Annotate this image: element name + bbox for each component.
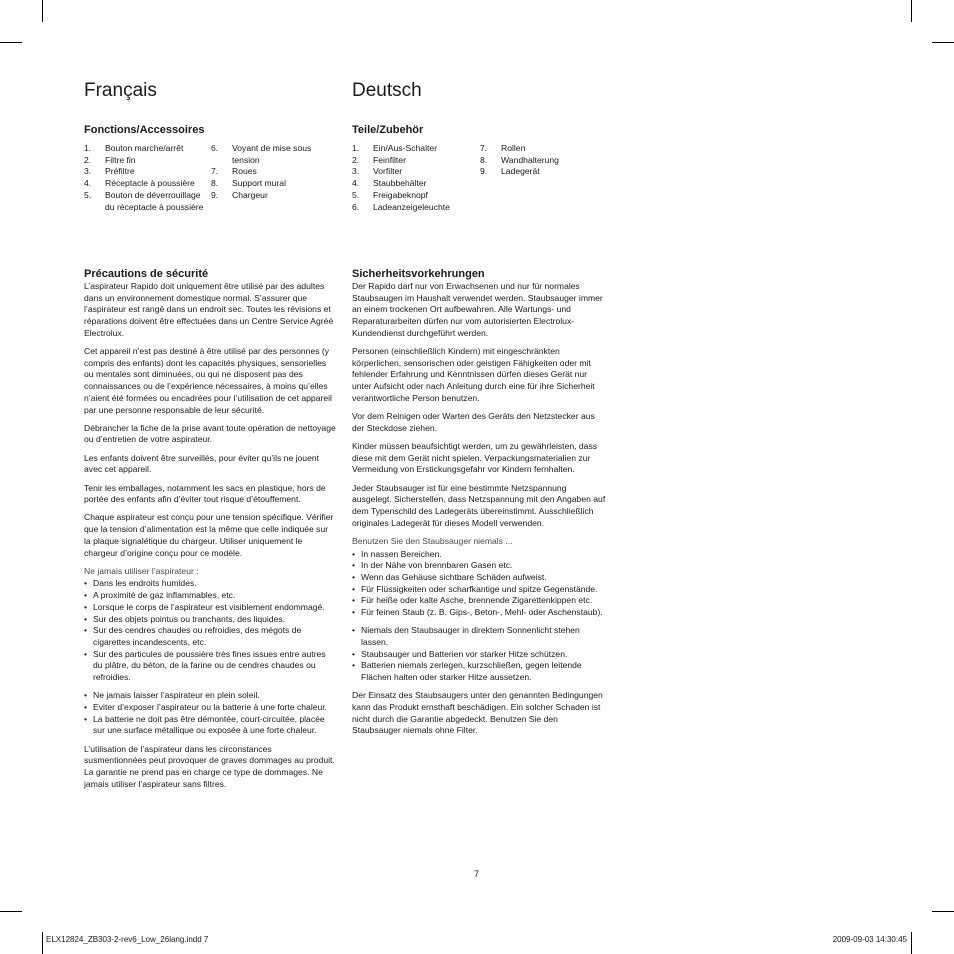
body-paragraph: Personen (einschließlich Kindern) mit eingeschränkten körperlichen, sensorischen oder geistigen Fähigkeiten oder mit fehlender Erfahrung und Kenntnissen dürfen dieses Gerät nur unter Aufsicht oder nach Anleitung durch eine für ihre Sicherheit verantwortliche Person benutzen. [352,346,595,403]
parts-heading: Fonctions/Accessoires [84,124,205,136]
parts-list-column [211,143,328,213]
parts-list-item [211,166,328,178]
item-number: 4. [84,178,92,189]
bullet-item: • Lorsque le corps de l’aspirateur est visiblement endommagé. [84,602,336,614]
item-label: Préfiltre [105,166,135,177]
item-number: 5. [352,189,360,200]
parts-list-item [352,178,480,190]
item-label: Chargeur [232,189,268,200]
item-number: 3. [84,166,92,177]
parts-list-item [84,190,211,213]
parts-list-column [480,143,559,213]
safety-section [352,268,608,744]
bullet-item: • Eviter d’exposer l’aspirateur ou la batterie à une forte chaleur. [84,702,336,714]
item-label: Freigabeknopf [373,189,428,200]
battery-warning-list [352,625,608,684]
bullet-item: • Für Flüssigkeiten oder scharfkantige und spitze Gegenstände. [352,584,608,596]
parts-list-item [211,178,328,190]
crop-mark [932,42,954,43]
parts-list-item [352,166,480,178]
section-title-french: Français [84,80,157,101]
bullet-item: • Wenn das Gehäuse sichtbare Schäden aufweist. [352,572,608,584]
bullet-item: • Sur des objets pointus ou tranchants, des liquides. [84,614,336,626]
bullet-item: • Für feinen Staub (z. B. Gips-, Beton-, Mehl- oder Aschenstaub). [352,607,608,619]
closing-paragraph: Der Einsatz des Staubsaugers unter den genannten Bedingungen kann das Produkt ernsthaft beschädigen. Ein solcher Schaden ist nicht durch die Garantie abgedeckt. Benutzen Sie den Staubsauger niemals ohne Filter. [352,690,603,736]
bullet-item: • La batterie ne doit pas être démontée, court-circuitée, placée sur une surface métallique ou exposée à une forte chaleur. [84,714,336,737]
closing-paragraph: L’utilisation de l’aspirateur dans les circonstances susmentionnées peut provoquer de graves dommages au produit. La garantie ne prend pas en charge ce type de dommages. Ne jamais utiliser l’aspirateur sans filtres. [84,743,335,789]
bullet-item: • Sur des particules de poussière très fines issues entre autres du plâtre, du béton, de la farine ou de cendres chaudes ou refroidies. [84,649,336,684]
item-label: Ladegerät [501,166,540,177]
item-number: 7. [480,143,488,153]
bullet-item: • Sur des cendres chaudes ou refroidies, des mégots de cigarettes incandescents, etc. [84,625,336,648]
body-paragraph: Les enfants doivent être surveillés, pour éviter qu’ils ne jouent avec cet appareil. [84,452,320,475]
print-slug-timestamp: 2009-09-03 14:30:45 [832,935,907,944]
item-number: 3. [352,166,360,177]
crop-mark [0,911,22,912]
item-label: Rollen [501,143,526,153]
safety-heading: Sicherheitsvorkehrungen [352,268,485,280]
safety-paragraphs [84,281,336,559]
parts-list-item [84,166,211,178]
crop-mark [932,911,954,912]
parts-list [84,143,328,213]
bullet-item: • A proximité de gaz inflammables, etc. [84,590,336,602]
item-number: 6. [352,201,360,212]
body-paragraph: Tenir les emballages, notamment les sacs en plastique, hors de portée des enfants afin d’éviter tout risque d’étouffement. [84,482,326,505]
item-number: 9. [480,166,488,177]
body-paragraph: Kinder müssen beaufsichtigt werden, um zu gewährleisten, dass diese mit dem Gerät nicht spielen. Verpackungsmaterialien zur Vermeidung von Erstickungsgefahr vor Kindern fernhalten. [352,440,598,475]
crop-mark [42,932,43,954]
bullet-item: • Batterien niemals zerlegen, kurzschließen, gegen leitende Flächen halten oder starker Hitze aussetzen. [352,660,608,683]
parts-list-item [84,178,211,190]
item-label: Ein/Aus-Schalter [373,143,438,153]
never-use-subheading: Ne jamais utiliser l’aspirateur : [84,565,199,576]
parts-list-item [480,143,559,155]
parts-list-item [211,190,328,202]
item-number: 9. [211,189,219,200]
parts-list-item [211,143,328,166]
page-number: 7 [474,869,480,879]
bullet-item: • In der Nähe von brennbaren Gasen etc. [352,560,608,572]
body-paragraph: Vor dem Reinigen oder Warten des Geräts den Netzstecker aus der Steckdose ziehen. [352,411,595,433]
item-label: Filtre fin [105,154,136,165]
parts-list-column [352,143,480,213]
section-title-german: Deutsch [352,80,422,101]
item-label: Vorfilter [373,166,403,177]
body-paragraph: Der Rapido darf nur von Erwachsenen und nur für normales Staubsaugen im Haushalt verwendet werden. Staubsauger immer an einem trockenen Ort aufbewahren. Alle Wartungs- und Reparaturarbeiten dürfen nur vom autorisierten Electrolux-Kundendienst durchgeführt werden. [352,281,603,338]
item-label: Réceptacle à poussière [105,178,195,189]
german-column [352,80,608,736]
item-number: 4. [352,178,360,189]
safety-section [84,268,336,797]
item-number: 6. [211,143,219,153]
parts-list-item [352,143,480,155]
battery-warning-list [84,690,336,737]
item-number: 8. [211,178,219,189]
item-label: Wandhalterung [501,154,559,165]
parts-list-item [352,202,480,214]
never-use-list [84,578,336,683]
french-column [84,80,336,789]
safety-paragraphs [352,281,608,529]
parts-list-column [84,143,211,213]
parts-list-item [352,190,480,202]
body-paragraph: L’aspirateur Rapido doit uniquement être utilisé par des adultes dans un environnement domestique normal. S’assurer que l’aspirateur est rangé dans un endroit sec. Toutes les révisions et réparations doivent être effectuées dans un Centre Service Agréé Electrolux. [84,281,334,338]
parts-list-item [84,155,211,167]
item-number: 8. [480,154,488,165]
item-label: Staubbehälter [373,178,427,189]
bullet-item: • In nassen Bereichen. [352,549,608,561]
item-number: 1. [84,143,92,153]
item-number: 5. [84,189,92,200]
parts-heading: Teile/Zubehör [352,124,424,136]
body-paragraph: Chaque aspirateur est conçu pour une tension spécifique. Vérifier que la tension d’alimentation est la même que celle indiquée sur la plaque signalétique du chargeur. Utiliser uniquement le chargeur d’origine conçu pour ce modèle. [84,512,334,558]
item-number: 7. [211,166,219,177]
bullet-item: • Für heiße oder kalte Asche, brennende Zigarettenkippen etc. [352,595,608,607]
crop-mark [42,0,43,22]
bullet-item: • Dans les endroits humides. [84,578,336,590]
item-label: Support mural [232,178,286,189]
never-use-subheading: Benutzen Sie den Staubsauger niemals ... [352,535,513,546]
safety-heading: Précautions de sécurité [84,268,209,280]
item-label: Feinfilter [373,154,406,165]
never-use-list [352,549,608,619]
parts-list-item [480,166,559,178]
bullet-item: • Niemals den Staubsauger in direktem Sonnenlicht stehen lassen. [352,625,608,648]
parts-list-item [84,143,211,155]
body-paragraph: Jeder Staubsauger ist für eine bestimmte Netzspannung ausgelegt. Sicherstellen, dass Netzspannung mit den Angaben auf dem Typenschild des Ladegeräts übereinstimmt. Ausschließlich originales Ladegerät für dieses Modell verwenden. [352,482,606,528]
print-slug-filename: ELX12824_ZB303-2-rev6_Low_26lang.indd 7 [46,935,209,944]
item-label: Voyant de mise sous tension [232,143,312,165]
item-number: 2. [352,154,360,165]
item-label: Bouton marche/arrêt [105,143,184,153]
item-label: Bouton de déverrouillage du réceptacle à poussière [105,189,204,212]
parts-list-item [352,155,480,167]
crop-mark [0,42,22,43]
bullet-item: • Staubsauger und Batterien vor starker Hitze schützen. [352,649,608,661]
crop-mark [911,932,912,954]
bullet-item: • Ne jamais laisser l’aspirateur en plein soleil. [84,690,336,702]
body-paragraph: Débrancher la fiche de la prise avant toute opération de nettoyage ou d’entretien de votre aspirateur. [84,422,336,445]
item-label: Ladeanzeigeleuchte [373,201,450,212]
item-number: 1. [352,143,360,153]
parts-list [352,143,559,213]
crop-mark [911,0,912,22]
parts-list-item [480,155,559,167]
body-paragraph: Cet appareil n’est pas destiné à être utilisé par des personnes (y compris des enfants) dont les capacités physiques, sensorielles ou mentales sont diminuées, ou qui ne disposent pas des connaissances ou de l’expérience nécessaires, à moins qu’elles n’aient été formées ou encadrées pour l’utilisation de cet appareil par une personne responsable de leur sécurité. [84,346,332,415]
item-label: Roues [232,166,257,177]
item-number: 2. [84,154,92,165]
